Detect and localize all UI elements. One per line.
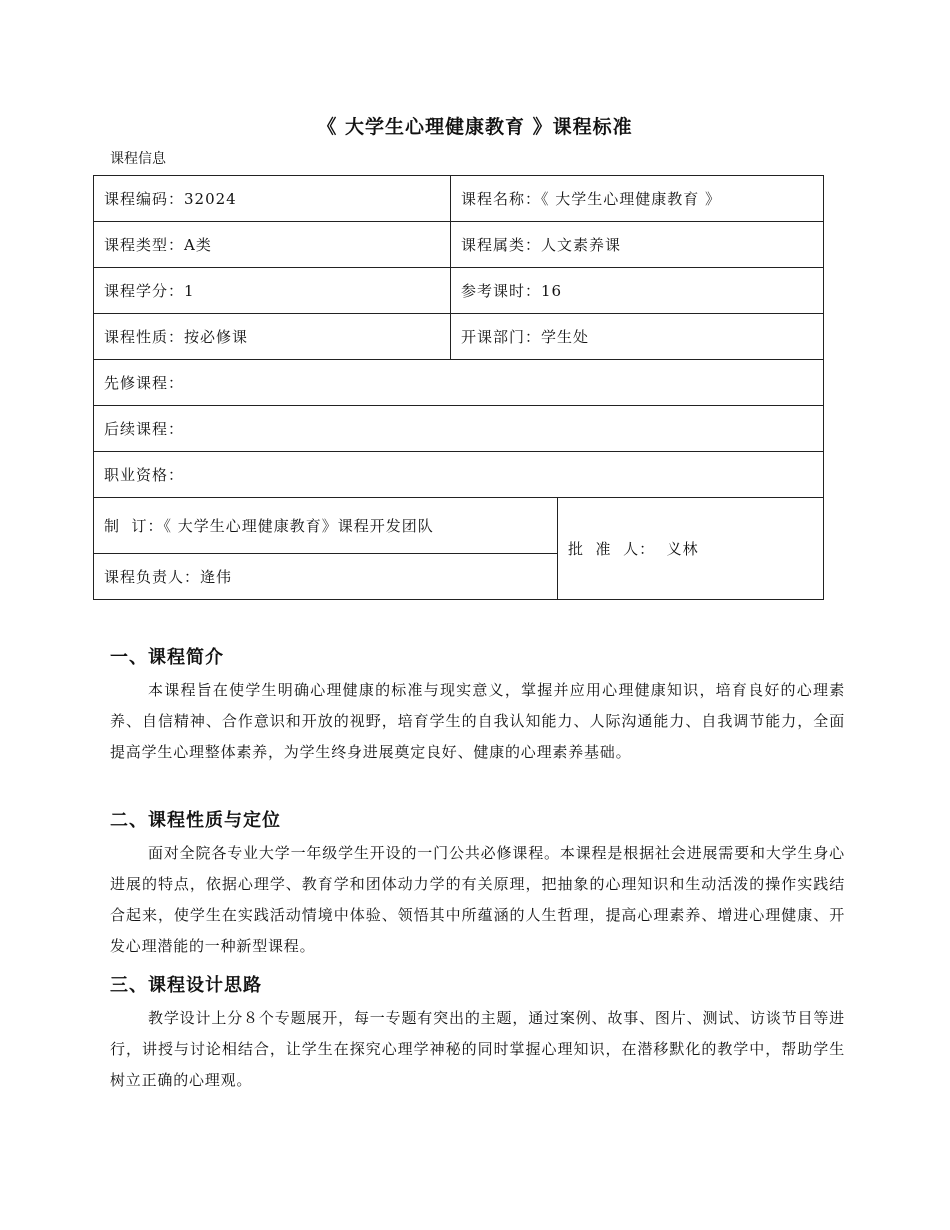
section-heading: 二、课程性质与定位 <box>110 810 281 831</box>
section-intro <box>110 643 845 768</box>
section-body: 面对全院各专业大学一年级学生开设的一门公共必修课程。本课程是根据社会进展需要和大学生身心进展的特点，依据心理学、教育学和团体动力学的有关原理，把抽象的心理知识和生动活泼的操作实践结合起来，使学生在实践活动情境中体验、领悟其中所蕴涵的人生哲理，提高心理素养、增进心理健康、开发心理潜能的一种新型课程。 <box>110 844 845 955</box>
credits-cell: 课程学分：1 <box>94 268 451 314</box>
table-row <box>94 498 824 554</box>
section-nature <box>110 806 845 962</box>
course-code-cell: 课程编码：32024 <box>94 176 451 222</box>
course-leader-cell: 课程负责人：逄伟 <box>94 554 558 600</box>
course-name-cell: 课程名称：《 大学生心理健康教育 》 <box>451 176 824 222</box>
prepared-by-cell: 制 订：《 大学生心理健康教育》课程开发团队 <box>94 498 558 554</box>
table-row <box>94 314 824 360</box>
table-row <box>94 406 824 452</box>
followup-cell: 后续课程： <box>94 406 824 452</box>
course-nature-cell: 课程性质：按必修课 <box>94 314 451 360</box>
section-body: 本课程旨在使学生明确心理健康的标准与现实意义，掌握并应用心理健康知识，培育良好的心理素养、自信精神、合作意识和开放的视野，培育学生的自我认知能力、人际沟通能力、自我调节能力，全面提高学生心理整体素养，为学生终身进展奠定良好、健康的心理素养基础。 <box>110 681 845 761</box>
qualification-cell: 职业资格： <box>94 452 824 498</box>
section-design <box>110 971 845 1096</box>
table-row <box>94 452 824 498</box>
section-body: 教学设计上分８个专题展开，每一专题有突出的主题，通过案例、故事、图片、测试、访谈节目等进行，讲授与讨论相结合，让学生在探究心理学神秘的同时掌握心理知识，在潜移默化的教学中，帮助学生树立正确的心理观。 <box>110 1009 845 1089</box>
hours-cell: 参考课时：16 <box>451 268 824 314</box>
course-info-table <box>93 175 824 600</box>
prerequisite-cell: 先修课程： <box>94 360 824 406</box>
document-title: 《 大学生心理健康教育 》课程标准 <box>317 116 633 138</box>
department-cell: 开课部门：学生处 <box>451 314 824 360</box>
approver-cell: 批 准 人： 义林 <box>558 498 824 600</box>
info-caption: 课程信息 <box>110 151 166 167</box>
table-row <box>94 268 824 314</box>
course-category-cell: 课程属类：人文素养课 <box>451 222 824 268</box>
table-row <box>94 222 824 268</box>
course-type-cell: 课程类型：A类 <box>94 222 451 268</box>
section-heading: 一、课程简介 <box>110 647 224 668</box>
table-row <box>94 176 824 222</box>
section-heading: 三、课程设计思路 <box>110 975 262 996</box>
table-row <box>94 360 824 406</box>
